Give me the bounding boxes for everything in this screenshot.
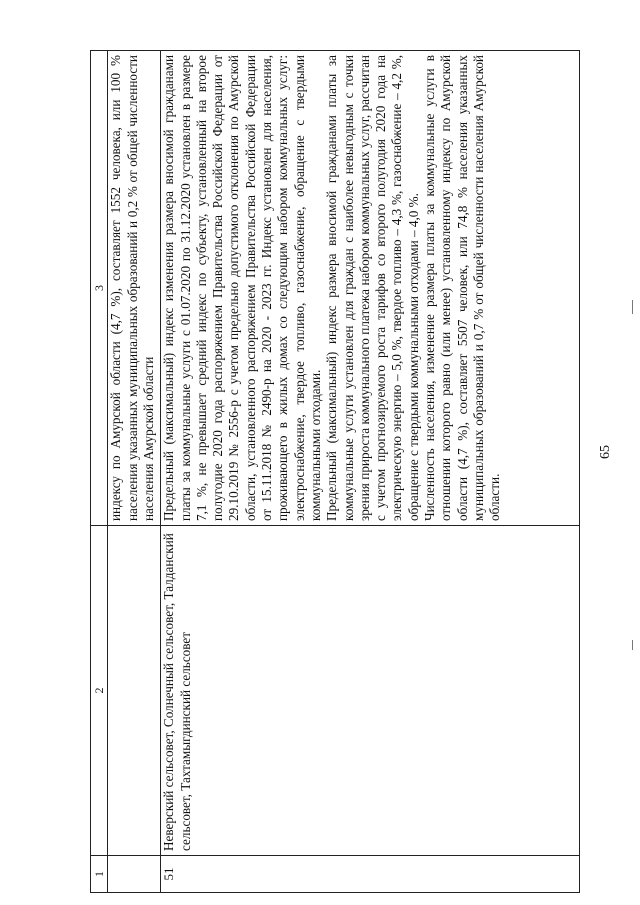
table-row-51 <box>161 51 580 893</box>
continuation-num-cell <box>108 856 161 893</box>
continuation-text-cell: индексу по Амурской области (4,7 %), составляет 1552 человека, или 100 % населения указанных муниципальных образований и 0,2 % от общей численности населения Амурской области <box>108 51 161 526</box>
table-row-continuation <box>108 51 161 893</box>
document-table-sheet <box>90 51 580 893</box>
paragraph-index-limit: Предельный (максимальный) индекс изменения размера вносимой гражданами платы за коммунальные услуги с 01.07.2020 по 31.12.2020 установлен в размере 7,1 %, не превышает средний индекс по субъекту, установленный на второе полугодие 2020 года распоряжением Правительства Российской Федерации от 29.10.2019 № 2556-р с учетом предельно допустимого отклонения по Амурской области, установленного распоряжением Правительства Российской Федерации от 15.11.2018 № 2490-р на 2020 - 2023 гг. Индекс установлен для населения, проживающего в жилых домах со следующим набором коммунальных услуг: электроснабжение, твердое топливо, газоснабжение, обращение с твердыми коммунальными отходами. <box>161 55 323 521</box>
header-col-1: 1 <box>91 856 108 893</box>
settlements-cell: Неверский сельсовет, Солнечный сельсовет, Талданский сельсовет, Тахтамыгдинский сельсовет <box>161 526 580 856</box>
header-col-3: 3 <box>91 51 108 526</box>
scan-mark <box>632 640 633 650</box>
page-number: 65 <box>598 445 613 459</box>
paragraph-index-calculation: Предельный (максимальный) индекс размера вносимой гражданами платы за коммунальные услуги установлен для граждан с наиболее невыгодным с точки зрения прироста коммунального платежа набором коммунальных услуг, рассчитан с учетом прогнозируемого роста тарифов со второго полугодия 2020 года на электрическую энергию – 5,0 %, твердое топливо – 4,3 %, газоснабжение – 4,2 %, обращение с твердыми коммунальными отходами – 4,0 %. <box>324 55 421 521</box>
row-number-cell: 51 <box>161 856 580 893</box>
document-table <box>90 50 580 893</box>
paragraph-population: Численность населения, изменение размера платы за коммунальные услуги в отношении которого равно (или менее) установленному индексу по Амурской области (4,7 %), составляет 5507 человек, или 74,8 % населения указанных муниципальных образований и 0,7 % от общей численности населения Амурской области. <box>422 55 503 521</box>
table-header-row <box>91 51 108 893</box>
row-text-cell <box>161 51 580 526</box>
scan-mark <box>632 300 633 314</box>
continuation-name-cell <box>108 526 161 856</box>
header-col-2: 2 <box>91 526 108 856</box>
